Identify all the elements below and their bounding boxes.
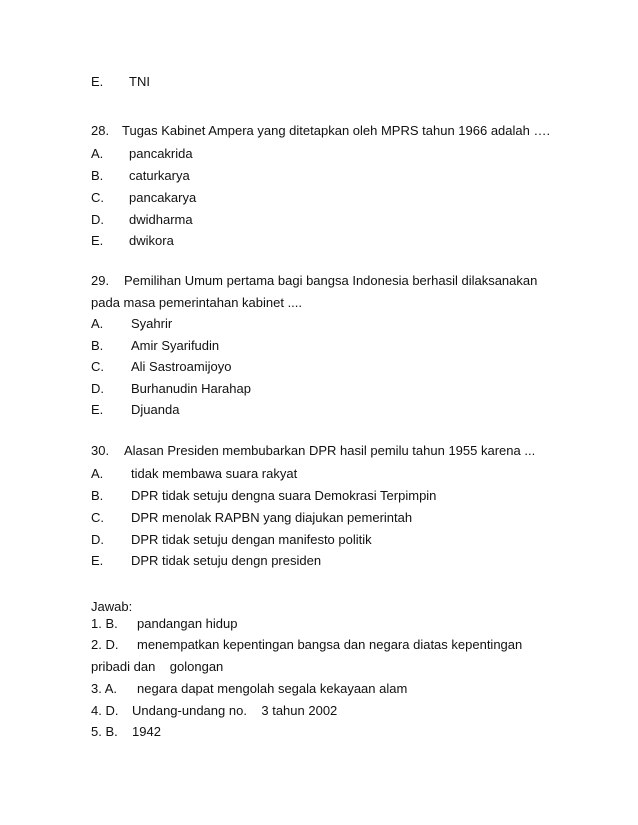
option-letter: D. <box>91 212 104 227</box>
answer-label: 3. A. <box>91 681 118 696</box>
answers-heading: Jawab: <box>91 599 133 614</box>
option-text: Ali Sastroamijoyo <box>131 359 232 374</box>
option-text: DPR tidak setuju dengna suara Demokrasi Terpimpin <box>131 488 437 503</box>
option-letter: E. <box>91 233 104 248</box>
answer-text: Undang-undang no. 3 tahun 2002 <box>132 703 338 718</box>
option-letter: E. <box>91 402 104 417</box>
option-text: TNI <box>129 74 150 89</box>
answer-text: pandangan hidup <box>137 616 238 631</box>
answer-continuation: pribadi dan golongan <box>91 659 224 674</box>
option-text: Djuanda <box>131 402 180 417</box>
option-letter: E. <box>91 74 104 89</box>
question-stem-continuation: pada masa pemerintahan kabinet .... <box>91 295 303 310</box>
option-text: tidak membawa suara rakyat <box>131 466 298 481</box>
option-text: DPR tidak setuju dengn presiden <box>131 553 322 568</box>
answer-label: 5. B. <box>91 724 118 739</box>
option-letter: C. <box>91 359 104 374</box>
option-text: Syahrir <box>131 316 173 331</box>
option-letter: A. <box>91 316 104 331</box>
option-text: pancakrida <box>129 146 193 161</box>
answer-label: 1. B. <box>91 616 118 631</box>
option-letter: B. <box>91 488 104 503</box>
option-text: caturkarya <box>129 168 190 183</box>
answer-text: negara dapat mengolah segala kekayaan alam <box>137 681 408 696</box>
option-text: Burhanudin Harahap <box>131 381 251 396</box>
answer-label: 4. D. <box>91 703 119 718</box>
option-text: DPR tidak setuju dengan manifesto politik <box>131 532 372 547</box>
option-letter: A. <box>91 466 104 481</box>
option-text: dwidharma <box>129 212 193 227</box>
question-number: 28. <box>91 123 110 138</box>
option-letter: D. <box>91 381 104 396</box>
option-text: dwikora <box>129 233 174 248</box>
option-text: DPR menolak RAPBN yang diajukan pemerintah <box>131 510 413 525</box>
question-number: 30. <box>91 443 110 458</box>
option-text: pancakarya <box>129 190 197 205</box>
option-text: Amir Syarifudin <box>131 338 220 353</box>
option-letter: C. <box>91 190 104 205</box>
option-letter: A. <box>91 146 104 161</box>
answer-text: menempatkan kepentingan bangsa dan negara diatas kepentingan <box>137 637 523 652</box>
option-letter: D. <box>91 532 104 547</box>
option-letter: E. <box>91 553 104 568</box>
answer-label: 2. D. <box>91 637 119 652</box>
option-letter: B. <box>91 338 104 353</box>
option-letter: C. <box>91 510 104 525</box>
question-stem: Tugas Kabinet Ampera yang ditetapkan oleh MPRS tahun 1966 adalah …. <box>122 123 551 138</box>
question-stem: Alasan Presiden membubarkan DPR hasil pemilu tahun 1955 karena ... <box>124 443 536 458</box>
question-number: 29. <box>91 273 110 288</box>
option-letter: B. <box>91 168 104 183</box>
answer-text: 1942 <box>132 724 161 739</box>
question-stem: Pemilihan Umum pertama bagi bangsa Indonesia berhasil dilaksanakan <box>124 273 538 288</box>
